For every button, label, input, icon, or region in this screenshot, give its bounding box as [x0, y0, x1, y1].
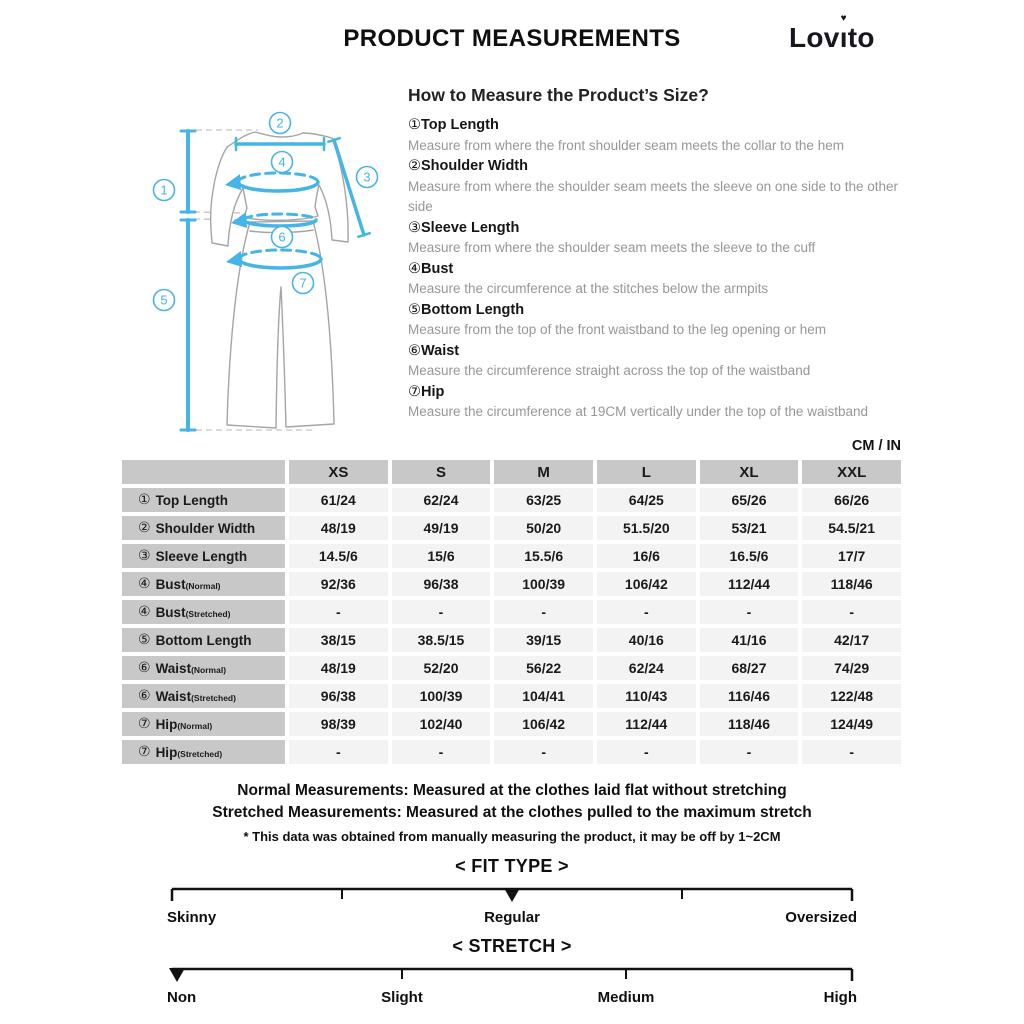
measurement-value-cell: 52/20 — [392, 656, 491, 680]
diagram-number-3: 3 — [363, 169, 371, 185]
measurement-value-cell: 66/26 — [802, 488, 901, 512]
fit-type-marker — [504, 888, 520, 902]
measurement-value-cell: - — [700, 600, 799, 624]
measure-item-label: ④Bust — [408, 260, 454, 277]
heart-icon: ♥ — [840, 13, 847, 24]
fit-label-oversized: Oversized — [785, 909, 857, 926]
measurement-value-cell: 14.5/6 — [289, 544, 388, 568]
measurement-value-cell: 40/16 — [597, 628, 696, 652]
fit-type-scale — [167, 856, 857, 928]
stretch-scale — [167, 936, 857, 1008]
measure-item-description: Measure from where the front shoulder seam meets the collar to the hem — [408, 137, 844, 153]
measurement-value-cell: 63/25 — [494, 488, 593, 512]
stretch-axis — [167, 964, 857, 1008]
size-column-header: M — [494, 460, 593, 484]
measurement-value-cell: 112/44 — [597, 712, 696, 736]
stretch-label-non: Non — [167, 989, 197, 1006]
measure-item-label: ⑦Hip — [408, 383, 445, 400]
measurement-value-cell: 62/24 — [392, 488, 491, 512]
measurement-value-cell: - — [597, 740, 696, 764]
note-normal: Normal Measurements: Measured at the clothes laid flat without stretching — [237, 782, 787, 799]
brand-logo — [789, 13, 875, 54]
measurement-value-cell: 56/22 — [494, 656, 593, 680]
fit-type-title: < FIT TYPE > — [455, 856, 569, 876]
garment-diagram — [130, 100, 410, 450]
measurement-value-cell: 110/43 — [597, 684, 696, 708]
measure-item-description: Measure the circumference at the stitches below the armpits — [408, 281, 769, 296]
notes-section — [0, 780, 1024, 844]
measurement-value-cell: 74/29 — [802, 656, 901, 680]
measurement-value-cell: 98/39 — [289, 712, 388, 736]
stretch-title: < STRETCH > — [452, 936, 572, 956]
table-corner-cell — [122, 460, 285, 484]
row-label: ① Top Length — [122, 488, 285, 512]
diagram-number-1: 1 — [160, 182, 168, 198]
size-column-header: XXL — [802, 460, 901, 484]
circled-number: ⑥ — [138, 688, 151, 704]
measurement-value-cell: 16.5/6 — [700, 544, 799, 568]
bottom-length-bracket — [181, 220, 195, 430]
circled-number: ① — [408, 117, 421, 133]
measure-item-description: Measure the circumference straight across the top of the waistband — [408, 363, 811, 378]
circled-number: ③ — [408, 219, 421, 236]
measurement-value-cell: 96/38 — [392, 572, 491, 596]
measurement-value-cell: 106/42 — [597, 572, 696, 596]
circled-number: ⑦ — [408, 383, 421, 400]
measurement-value-cell: 42/17 — [802, 628, 901, 652]
measurement-value-cell: 61/24 — [289, 488, 388, 512]
measurement-value-cell: 112/44 — [700, 572, 799, 596]
measurement-value-cell: 118/46 — [700, 712, 799, 736]
measure-item-label: ⑥Waist — [408, 342, 460, 359]
measurement-value-cell: - — [700, 740, 799, 764]
diagram-number-6: 6 — [278, 229, 286, 245]
measurement-value-cell: 17/7 — [802, 544, 901, 568]
measurement-value-cell: 50/20 — [494, 516, 593, 540]
row-label: ⑦ Hip (Normal) — [122, 712, 285, 736]
stretch-marker — [169, 968, 185, 982]
row-label: ⑤ Bottom Length — [122, 628, 285, 652]
measurement-value-cell: 96/38 — [289, 684, 388, 708]
circled-number: ③ — [138, 548, 151, 564]
row-label-subscript: (Stretched) — [191, 692, 236, 703]
measure-item-label: ③Sleeve Length — [408, 219, 520, 236]
circled-number: ② — [408, 158, 421, 174]
fit-label-regular: Regular — [484, 909, 540, 926]
measurement-value-cell: - — [597, 600, 696, 624]
size-column-header: XS — [289, 460, 388, 484]
circled-number: ⑥ — [408, 342, 421, 359]
brand-letter-i: ı ♥ — [839, 13, 848, 53]
pants-outline — [227, 221, 334, 428]
how-to-measure-items — [408, 115, 908, 423]
unit-label: CM / IN — [851, 438, 901, 454]
row-label: ⑦ Hip (Stretched) — [122, 740, 285, 764]
measure-item-description: Measure from the top of the front waistband to the leg opening or hem — [408, 322, 826, 337]
measure-item-label: ①Top Length — [408, 117, 499, 133]
brand-text-post: to — [847, 22, 875, 53]
row-label: ③ Sleeve Length — [122, 544, 285, 568]
measurement-value-cell: - — [289, 600, 388, 624]
measure-item-description: Measure from where the shoulder seam meets the sleeve on one side to the other side — [408, 178, 899, 214]
measure-item-description: Measure the circumference at 19CM vertically under the top of the waistband — [408, 404, 868, 419]
circled-number: ④ — [138, 604, 151, 620]
circled-number: ⑦ — [138, 716, 151, 732]
circled-number: ⑤ — [408, 301, 421, 318]
measurement-value-cell: 38/15 — [289, 628, 388, 652]
measurement-value-cell: 62/24 — [597, 656, 696, 680]
stretch-label-slight: Slight — [381, 989, 423, 1006]
stretch-label-high: High — [823, 989, 857, 1006]
measurements-table — [122, 460, 901, 764]
measurement-value-cell: 38.5/15 — [392, 628, 491, 652]
measurement-value-cell: 48/19 — [289, 656, 388, 680]
measurement-value-cell: 102/40 — [392, 712, 491, 736]
measurement-value-cell: 92/36 — [289, 572, 388, 596]
hip-arrow-icon — [226, 251, 242, 267]
measurement-value-cell: 100/39 — [494, 572, 593, 596]
measure-item-label: ⑤Bottom Length — [408, 301, 525, 318]
row-label-subscript: (Stretched) — [177, 748, 223, 759]
measurement-value-cell: - — [289, 740, 388, 764]
circled-number: ② — [138, 520, 151, 536]
measurement-value-cell: 41/16 — [700, 628, 799, 652]
measurement-value-cell: 106/42 — [494, 712, 593, 736]
measurement-value-cell: - — [802, 740, 901, 764]
measurement-value-cell: 68/27 — [700, 656, 799, 680]
page-title: PRODUCT MEASUREMENTS — [343, 25, 681, 52]
row-label-subscript: (Normal) — [185, 580, 221, 591]
row-label-subscript: (Stretched) — [185, 608, 231, 619]
how-to-measure-title: How to Measure the Product’s Size? — [408, 85, 709, 105]
measurement-value-cell: 65/26 — [700, 488, 799, 512]
circled-number: ⑦ — [138, 744, 151, 760]
measurement-value-cell: 116/46 — [700, 684, 799, 708]
measurement-value-cell: 49/19 — [392, 516, 491, 540]
diagram-number-5: 5 — [160, 292, 168, 308]
circled-number: ⑥ — [138, 660, 151, 676]
note-disclaimer: * This data was obtained from manually measuring the product, it may be off by 1~2CM — [243, 829, 781, 844]
measurement-value-cell: 15/6 — [392, 544, 491, 568]
circled-number: ⑤ — [138, 632, 151, 648]
fit-type-axis — [167, 884, 857, 928]
fit-label-skinny: Skinny — [167, 909, 217, 926]
top-length-bracket — [181, 131, 195, 212]
measurement-value-cell: 54.5/21 — [802, 516, 901, 540]
measurement-value-cell: 100/39 — [392, 684, 491, 708]
measurement-value-cell: 39/15 — [494, 628, 593, 652]
diagram-number-2: 2 — [276, 115, 284, 131]
measurement-value-cell: 53/21 — [700, 516, 799, 540]
measurement-value-cell: - — [494, 740, 593, 764]
how-to-measure-section — [408, 85, 908, 423]
size-column-header: S — [392, 460, 491, 484]
brand-text-pre: Lov — [789, 22, 840, 53]
waist-arrow-icon — [231, 212, 247, 228]
measurement-value-cell: 48/19 — [289, 516, 388, 540]
measurement-value-cell: - — [392, 740, 491, 764]
measurement-value-cell: 118/46 — [802, 572, 901, 596]
stretch-label-medium: Medium — [597, 989, 655, 1006]
note-stretched: Stretched Measurements: Measured at the clothes pulled to the maximum stretch — [212, 804, 812, 821]
measurement-value-cell: 122/48 — [802, 684, 901, 708]
row-label: ④ Bust (Stretched) — [122, 600, 285, 624]
measurement-value-cell: - — [392, 600, 491, 624]
row-label-subscript: (Normal) — [177, 720, 213, 731]
circled-number: ① — [138, 492, 151, 508]
size-column-header: XL — [700, 460, 799, 484]
row-label: ⑥ Waist (Stretched) — [122, 684, 285, 708]
circled-number: ④ — [138, 576, 151, 592]
measure-item-description: Measure from where the shoulder seam meets the sleeve to the cuff — [408, 240, 816, 255]
diagram-number-7: 7 — [299, 275, 307, 291]
measurement-value-cell: 15.5/6 — [494, 544, 593, 568]
measure-item-label: ②Shoulder Width — [408, 158, 528, 174]
circled-number: ④ — [408, 260, 421, 277]
size-column-header: L — [597, 460, 696, 484]
measurement-value-cell: 124/49 — [802, 712, 901, 736]
diagram-number-4: 4 — [278, 154, 286, 170]
measurement-value-cell: 64/25 — [597, 488, 696, 512]
measurement-value-cell: - — [802, 600, 901, 624]
measurement-value-cell: 104/41 — [494, 684, 593, 708]
measurement-value-cell: 16/6 — [597, 544, 696, 568]
row-label: ② Shoulder Width — [122, 516, 285, 540]
row-label: ④ Bust (Normal) — [122, 572, 285, 596]
measurement-value-cell: - — [494, 600, 593, 624]
row-label-subscript: (Normal) — [191, 664, 227, 675]
measurement-value-cell: 51.5/20 — [597, 516, 696, 540]
row-label: ⑥ Waist (Normal) — [122, 656, 285, 680]
